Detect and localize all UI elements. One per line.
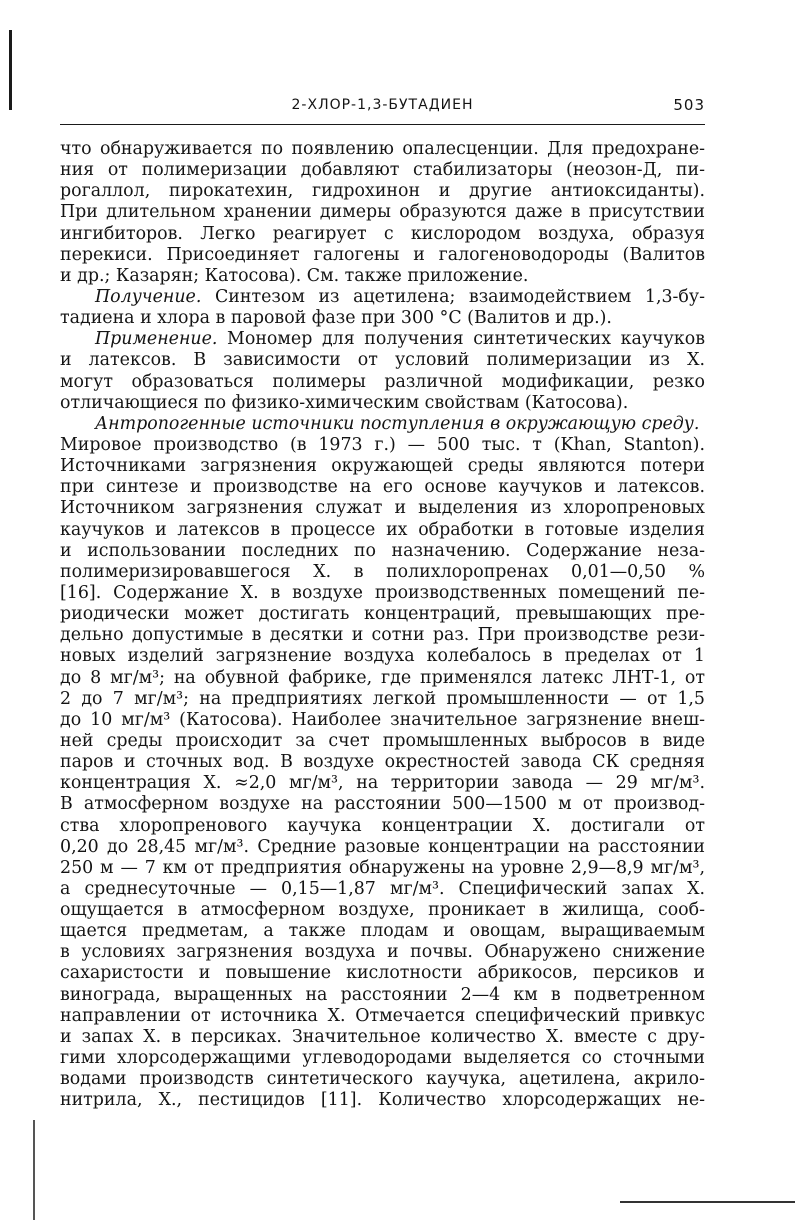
text-line	[60, 498, 705, 519]
text-line	[60, 139, 705, 160]
text-line	[60, 689, 705, 710]
line-text: щается предметам, а также плодам и овощам, выращиваемым	[60, 921, 705, 942]
line-text: направлении от источника X. Отмечается специфический привкус	[60, 1005, 705, 1026]
text-line	[60, 456, 705, 477]
text-line	[60, 224, 705, 245]
body-text	[60, 139, 705, 1111]
text-line	[60, 858, 705, 879]
line-text: паров и сточных вод. В воздухе окрестностей завода СК средняя	[60, 752, 705, 773]
text-line	[60, 287, 705, 308]
page-number: 503	[673, 96, 705, 114]
text-line	[60, 646, 705, 667]
text-line	[60, 1027, 705, 1048]
line-text: перекиси. Присоединяет галогены и галогеноводороды (Валитов	[60, 244, 705, 265]
text-line	[60, 520, 705, 541]
line-text: до 10 мг/м³ (Катосова). Наиболее значительное загрязнение внеш-	[60, 709, 705, 730]
text-line	[60, 583, 705, 604]
line-text: дельно допустимые в десятки и сотни раз. При производстве рези-	[60, 625, 705, 646]
text-line	[60, 1048, 705, 1069]
text-line	[60, 477, 705, 498]
text-line	[60, 963, 705, 984]
line-text: до 8 мг/м³; на обувной фабрике, где применялся латекс ЛНТ-1, от	[60, 667, 705, 688]
header-rule	[60, 124, 705, 125]
paragraph-heading: Получение.	[95, 286, 202, 307]
text-line	[60, 668, 705, 689]
line-text: винограда, выращенных на расстоянии 2—4 км в подветренном	[60, 984, 705, 1005]
line-text: а среднесуточные — 0,15—1,87 мг/м³. Специфический запах X.	[60, 878, 705, 899]
text-line	[60, 985, 705, 1006]
line-text: и латексов. В зависимости от условий полимеризации из X.	[60, 350, 705, 371]
line-text: и др.; Казарян; Катосова). См. также приложение.	[60, 265, 529, 286]
text-line	[60, 942, 705, 963]
line-text: Источником загрязнения служат и выделения из хлоропреновых	[60, 498, 705, 519]
text-line	[60, 752, 705, 773]
running-title: 2-ХЛОР-1,3-БУТАДИЕН	[291, 97, 474, 113]
scan-edge-mark	[9, 30, 12, 110]
line-text: концентрация X. ≈2,0 мг/м³, на территории завода — 29 мг/м³.	[60, 773, 705, 794]
text-line	[60, 562, 705, 583]
paragraph-heading: Применение.	[95, 329, 218, 350]
line-text: при синтезе и производстве на его основе каучуков и латексов.	[60, 477, 705, 498]
line-text: нитрила, X., пестицидов [11]. Количество хлорсодержащих не-	[60, 1090, 705, 1111]
line-text: в условиях загрязнения воздуха и почвы. Обнаружено снижение	[60, 942, 705, 963]
text-line	[60, 879, 705, 900]
text-line	[60, 625, 705, 646]
line-text: водами производств синтетического каучука, ацетилена, акрило-	[60, 1069, 705, 1090]
text-line	[60, 1090, 705, 1111]
text-line	[60, 794, 705, 815]
scan-edge-line	[620, 1201, 795, 1203]
line-text: тадиена и хлора в паровой фазе при 300 °C (Валитов и др.).	[60, 308, 612, 329]
line-text: полимеризировавшегося X. в полихлоропренах 0,01—0,50 %	[60, 561, 705, 582]
text-line	[60, 372, 705, 393]
line-text: и использовании последних по назначению. Содержание неза-	[60, 540, 705, 561]
text-line	[60, 604, 705, 625]
text-line	[60, 266, 705, 287]
line-text: ства хлоропренового каучука концентрации X. достигали от	[60, 815, 705, 836]
text-line	[60, 414, 705, 435]
line-text: Мировое производство (в 1973 г.) — 500 тыс. т (Khan, Stanton).	[60, 434, 705, 455]
text-line	[60, 202, 705, 223]
text-line	[60, 245, 705, 266]
page-header	[60, 93, 705, 119]
text-line	[60, 308, 705, 329]
line-text: Синтезом из ацетилена; взаимодействием 1,3-бу-	[201, 286, 705, 307]
text-line	[60, 837, 705, 858]
line-text: отличающиеся по физико-химическим свойствам (Катосова).	[60, 392, 629, 413]
line-text: 0,20 до 28,45 мг/м³. Средние разовые концентрации на расстоянии	[60, 836, 705, 857]
line-text: ней среды происходит за счет промышленных выбросов в виде	[60, 730, 705, 751]
text-line	[60, 1069, 705, 1090]
line-text: 2 до 7 мг/м³; на предприятиях легкой промышленности — от 1,5	[60, 688, 705, 709]
text-line	[60, 773, 705, 794]
text-line	[60, 1006, 705, 1027]
line-text: ния от полимеризации добавляют стабилизаторы (неозон-Д, пи-	[60, 160, 705, 181]
text-line	[60, 181, 705, 202]
line-text: [16]. Содержание X. в воздухе производственных помещений пе-	[60, 582, 705, 603]
line-text: При длительном хранении димеры образуются даже в присутствии	[60, 202, 705, 223]
text-line	[60, 541, 705, 562]
text-line	[60, 160, 705, 181]
paragraph-heading: Антропогенные источники поступления в окружающую среду.	[95, 413, 700, 434]
line-text: риодически может достигать концентраций, превышающих пре-	[60, 604, 705, 625]
text-line	[60, 921, 705, 942]
line-text: и запах X. в персиках. Значительное количество X. вместе с дру-	[60, 1026, 705, 1047]
text-line	[60, 329, 705, 350]
scan-edge-mark	[33, 1120, 35, 1220]
text-line	[60, 350, 705, 371]
line-text: новых изделий загрязнение воздуха колебалось в пределах от 1	[60, 646, 705, 667]
line-text: могут образоваться полимеры различной модификации, резко	[60, 371, 705, 392]
line-text: рогаллол, пирокатехин, гидрохинон и другие антиоксиданты).	[60, 181, 705, 202]
text-line	[60, 710, 705, 731]
line-text: В атмосферном воздухе на расстоянии 500—1500 м от производ-	[60, 794, 705, 815]
line-text: ощущается в атмосферном воздухе, проникает в жилища, сооб-	[60, 900, 705, 921]
text-line	[60, 900, 705, 921]
text-line	[60, 393, 705, 414]
line-text: каучуков и латексов в процессе их обработки в готовые изделия	[60, 519, 705, 540]
line-text: что обнаруживается по появлению опалесценции. Для предохране-	[60, 139, 705, 159]
line-text: Мономер для получения синтетических каучуков	[217, 329, 705, 350]
line-text: ингибиторов. Легко реагирует с кислородом воздуха, образуя	[60, 223, 705, 244]
line-text: гими хлорсодержащими углеводородами выделяется со сточными	[60, 1048, 705, 1069]
line-text: сахаристости и повышение кислотности абрикосов, персиков и	[60, 963, 705, 984]
line-text: Источниками загрязнения окружающей среды являются потери	[60, 456, 705, 477]
text-line	[60, 731, 705, 752]
text-line	[60, 435, 705, 456]
text-line	[60, 816, 705, 837]
line-text: 250 м — 7 км от предприятия обнаружены на уровне 2,9—8,9 мг/м³,	[60, 857, 705, 878]
